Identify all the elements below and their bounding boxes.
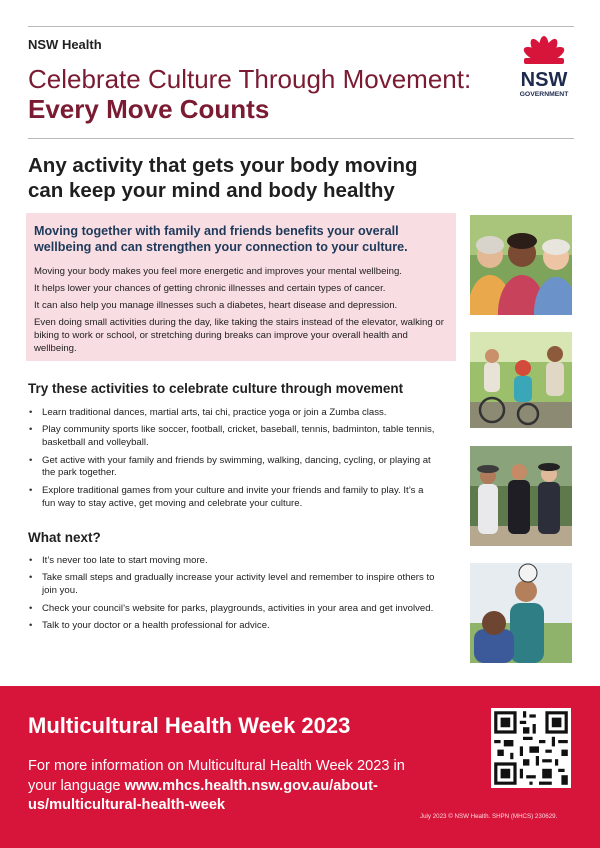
list-item: • Talk to your doctor or a health professional for advice. [28,620,438,633]
qr-code-icon[interactable] [491,708,571,788]
list-item: • It’s never too late to start moving more. [28,555,438,568]
subheading: Any activity that gets your body moving can keep your mind and body healthy [28,154,418,202]
footer-info [28,757,418,816]
page-title [28,64,498,124]
list-item: • Play community sports like soccer, football, cricket, baseball, tennis, badminton, table tennis, basketball and volleyball. [28,424,438,450]
list-item: • Take small steps and gradually increase your activity level and remember to inspire others to join you. [28,572,438,598]
logo-text-nsw: NSW [520,69,568,91]
list-item: • Check your council’s website for parks, playgrounds, activities in your area and get involved. [28,603,438,616]
panel-paragraph: It helps lower your chances of getting chronic illnesses and certain types of cancer. [34,283,386,294]
list-item: • Get active with your family and friends by swimming, walking, dancing, cycling, or playing at the park together. [28,455,438,481]
list-item: • Learn traditional dances, martial arts, tai chi, practice yoga or join a Zumba class. [28,407,438,420]
footer-link[interactable]: www.mhcs.health.nsw.gov.au/about-us/multicultural-health-week [28,777,378,813]
org-name: NSW Health [28,37,102,52]
title-line-1: Celebrate Culture Through Movement: [28,64,472,94]
list-item: • Explore traditional games from your culture and invite your friends and family to play. It’s a fun way to stay active, get moving and celebrate your culture. [28,485,438,511]
footer-banner [0,686,600,848]
mid-divider [28,138,574,139]
photo-father-child-soccer [470,563,572,663]
photo-family-cycling [470,332,572,428]
top-divider [28,26,574,27]
footer-info-text: For more information on Multicultural Health Week 2023 in your language [28,758,405,794]
logo-text-government: GOVERNMENT [519,91,569,98]
next-list [28,555,438,637]
title-line-2: Every Move Counts [28,94,270,124]
panel-paragraph: It can also help you manage illnesses such a diabetes, heart disease and depression. [34,300,398,311]
activities-heading: Try these activities to celebrate culture through movement [28,381,404,396]
copyright-note: July 2023 © NSW Health. SHPN (MHCS) 230629. [420,813,558,820]
panel-paragraph: Moving your body makes you feel more energetic and improves your mental wellbeing. [34,266,402,277]
highlight-panel [26,213,456,361]
activities-list [28,407,438,515]
footer-title: Multicultural Health Week 2023 [28,713,351,738]
next-heading: What next? [28,530,101,545]
panel-paragraph: Even doing small activities during the day, like taking the stairs instead of the elevator, walking or biking to work or school, or stretching during breaks can improve your overall health and wellbeing. [34,317,444,354]
photo-women-smiling [470,215,572,315]
panel-lead: Moving together with family and friends benefits your overall wellbeing and can strengthen your connection to your culture. [34,224,408,254]
nsw-government-logo [512,34,576,102]
photo-group-walking [470,446,572,546]
